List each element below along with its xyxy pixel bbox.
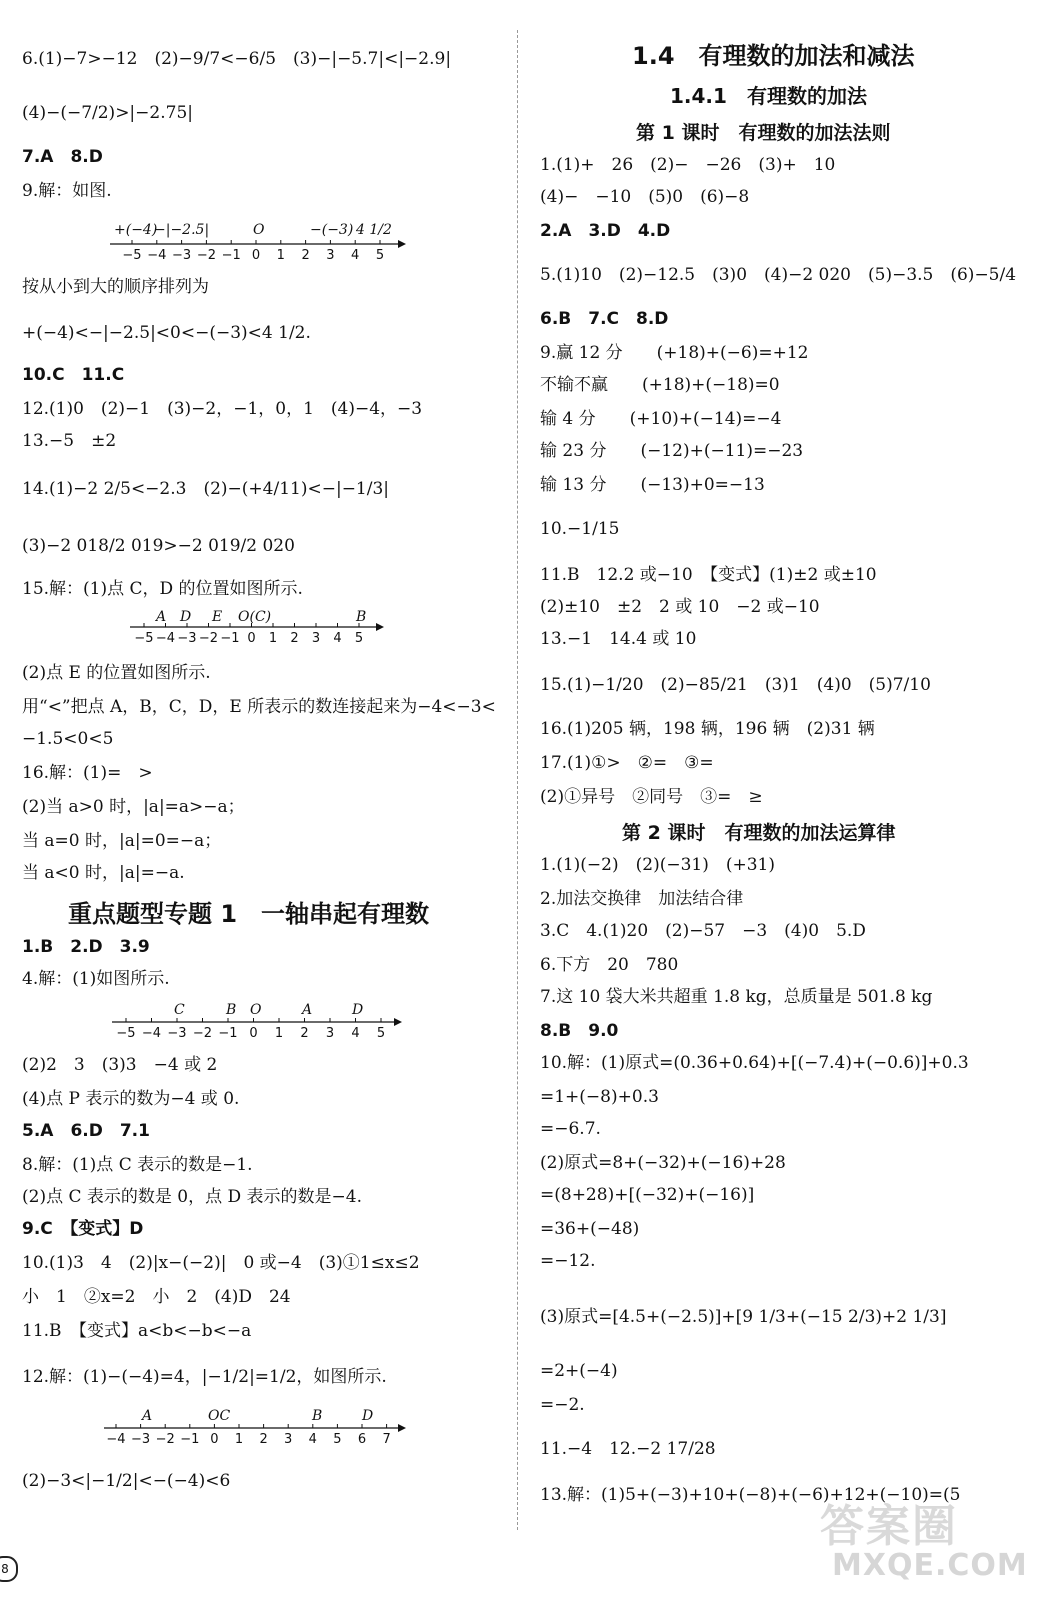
nl1-tick-label: −4 <box>147 248 167 263</box>
nl3-label-o: O <box>250 1002 262 1018</box>
r2-answer-6: 6.下方 20 780 <box>540 955 679 975</box>
answer-7-8: 7.A 8.D <box>22 147 103 167</box>
r2-answer-10-2: (2)原式=8+(−32)+(−16)+28 <box>540 1153 786 1173</box>
r-answer-2-4: 2.A 3.D 4.D <box>540 221 671 241</box>
r2-answer-3-5: 3.C 4.(1)20 (2)−57 −3 (4)0 5.D <box>540 921 866 941</box>
r-answer-5: 5.(1)10 (2)−12.5 (3)0 (4)−2 020 (5)−3.5 (6)−5/4 <box>540 265 1017 285</box>
number-line-4 <box>104 1404 414 1449</box>
nl1-tick-label: −3 <box>172 248 192 263</box>
nl1-tick-label: 5 <box>375 248 385 263</box>
r2-answer-10-step2: =−6.7. <box>540 1119 601 1139</box>
nl2-label-d: D <box>180 609 192 625</box>
answer-12: 12.(1)0 (2)−1 (3)−2，−1，0，1 (4)−4，−3 <box>22 399 423 419</box>
page-number: 8 <box>0 1556 18 1582</box>
nl4-tick-label: −2 <box>155 1432 175 1447</box>
nl1-label-abs25: −|−2.5| <box>154 222 210 238</box>
r2-answer-10-2-step2: =36+(−48) <box>540 1219 640 1239</box>
nl2-tick-label: −2 <box>198 631 219 646</box>
section-title: 1.4 有理数的加法和减法 <box>632 42 915 70</box>
nl4-tick-label: −1 <box>180 1432 200 1447</box>
answer-10-11: 10.C 11.C <box>22 365 125 385</box>
nl3-tick-label: 3 <box>325 1026 335 1041</box>
topic-answer-5-7: 5.A 6.D 7.1 <box>22 1121 150 1141</box>
answer-16-case1: (2)当 a>0 时，|a|=a>−a； <box>22 797 245 817</box>
r-answer-16: 16.(1)205 辆，198 辆，196 辆 (2)31 辆 <box>540 719 875 739</box>
nl4-tick-label: 7 <box>382 1432 391 1447</box>
r2-answer-10-3-step2: =−2. <box>540 1395 585 1415</box>
topic-answer-4-4: (4)点 P 表示的数为−4 或 0. <box>22 1089 240 1109</box>
r2-answer-10-3: (3)原式=[4.5+(−2.5)]+[9 1/3+(−15 2/3)+2 1/3] <box>540 1307 947 1327</box>
r2-answer-10-step1: =1+(−8)+0.3 <box>540 1087 659 1107</box>
r-answer-17-2: (2)①异号 ②同号 ③= ≥ <box>540 787 763 807</box>
answer-15: 15.解：(1)点 C，D 的位置如图所示. <box>22 579 303 599</box>
nl2-label-e: E <box>212 609 223 625</box>
answer-15-2: (2)点 E 的位置如图所示. <box>22 663 211 683</box>
r-answer-10: 10.−1/15 <box>540 519 620 539</box>
nl3-tick-label: 4 <box>351 1026 360 1041</box>
nl2-tick-label: 2 <box>290 631 299 646</box>
r-answer-9-b: 不输不赢 (+18)+(−18)=0 <box>540 375 780 395</box>
answer-6: 6.(1)−7>−12 (2)−9/7<−6/5 (3)−|−5.7|<|−2.9| <box>22 49 452 69</box>
nl4-tick-label: −3 <box>131 1432 151 1447</box>
order-statement: 按从小到大的顺序排列为 <box>22 277 209 297</box>
r-answer-9-e: 输 13 分 (−13)+0=−13 <box>540 475 765 495</box>
nl4-tick-label: −4 <box>106 1432 126 1447</box>
nl2-tick-label: −5 <box>134 631 154 646</box>
nl2-tick-label: −3 <box>177 631 197 646</box>
r-answer-11-12: 11.B 12.2 或−10 【变式】(1)±2 或±10 <box>540 565 877 585</box>
watermark-url: MXQE.COM <box>832 1548 1028 1583</box>
answer-13: 13.−5 ±2 <box>22 431 117 451</box>
r-answer-6-8: 6.B 7.C 8.D <box>540 309 669 329</box>
nl1-label-neg-neg3: −(−3) <box>310 222 354 238</box>
nl1-tick-label: 1 <box>276 248 285 263</box>
nl2-label-oc: O(C) <box>238 609 272 625</box>
r-answer-9-a: 9.赢 12 分 (+18)+(−6)=+12 <box>540 343 809 363</box>
nl1-label-neg4: +(−4) <box>114 222 158 238</box>
topic-answer-10: 10.(1)3 4 (2)|x−(−2)| 0 或−4 (3)①1≤x≤2 <box>22 1253 420 1273</box>
lesson-2-title: 第 2 课时 有理数的加法运算律 <box>622 822 896 844</box>
nl1-tick-label: −5 <box>122 248 142 263</box>
r2-answer-1: 1.(1)(−2) (2)(−31) (+31) <box>540 855 775 875</box>
r2-answer-13: 13.解：(1)5+(−3)+10+(−8)+(−6)+12+(−10)=(5 <box>540 1485 961 1505</box>
nl2-tick-label: 5 <box>354 631 364 646</box>
nl3-label-a: A <box>302 1002 313 1018</box>
nl4-tick-label: 4 <box>308 1432 317 1447</box>
nl4-label-a: A <box>142 1408 153 1424</box>
section-heading-topic1: 重点题型专题 1 一轴串起有理数 <box>68 900 430 928</box>
nl1-tick-label: −1 <box>221 248 241 263</box>
nl1-tick-label: 0 <box>251 248 261 263</box>
nl1-tick-label: 2 <box>301 248 310 263</box>
nl2-tick-label: 4 <box>333 631 342 646</box>
topic-answer-4: 4.解：(1)如图所示. <box>22 969 170 989</box>
nl3-tick-label: 1 <box>274 1026 284 1041</box>
answer-14: 14.(1)−2 2/5<−2.3 (2)−(+4/11)<−|−1/3| <box>22 479 390 499</box>
nl3-tick-label: −1 <box>218 1026 238 1041</box>
number-line-3 <box>112 998 412 1043</box>
topic-answer-4-2: (2)2 3 (3)3 −4 或 2 <box>22 1055 218 1075</box>
nl3-label-b: B <box>226 1002 237 1018</box>
nl3-tick-label: −5 <box>116 1026 136 1041</box>
nl1-label-4half: 4 1/2 <box>356 222 392 238</box>
nl1-tick-label: 3 <box>326 248 335 263</box>
nl3-tick-label: 2 <box>300 1026 309 1041</box>
topic-answer-12-2: (2)−3<|−1/2|<−(−4)<6 <box>22 1471 231 1491</box>
topic-answer-9: 9.C 【变式】D <box>22 1219 144 1239</box>
watermark-logo: 答案圈 <box>820 1501 958 1552</box>
topic-answer-8: 8.解：(1)点 C 表示的数是−1. <box>22 1155 253 1175</box>
topic-answer-8-2: (2)点 C 表示的数是 0，点 D 表示的数是−4. <box>22 1187 363 1207</box>
nl4-label-d: D <box>362 1408 374 1424</box>
r-answer-1-cont: (4)− −10 (5)0 (6)−8 <box>540 187 750 207</box>
r2-answer-8-9: 8.B 9.0 <box>540 1021 619 1041</box>
answer-16-case3: 当 a<0 时，|a|=−a. <box>22 863 185 883</box>
nl2-tick-label: −1 <box>220 631 240 646</box>
r2-answer-11-12: 11.−4 12.−2 17/28 <box>540 1439 716 1459</box>
topic-answer-11: 11.B 【变式】a<b<−b<−a <box>22 1321 252 1341</box>
number-line-2 <box>130 605 390 650</box>
nl2-tick-label: 1 <box>268 631 278 646</box>
order-result: +(−4)<−|−2.5|<0<−(−3)<4 1/2. <box>22 323 311 343</box>
nl4-tick-label: 6 <box>357 1432 367 1447</box>
nl4-label-b: B <box>312 1408 323 1424</box>
r2-answer-10-2-step3: =−12. <box>540 1251 596 1271</box>
lesson-1-title: 第 1 课时 有理数的加法法则 <box>636 122 891 144</box>
nl3-label-d: D <box>352 1002 364 1018</box>
answer-16-case2: 当 a=0 时，|a|=0=−a； <box>22 831 222 851</box>
topic-answer-12: 12.解：(1)−(−4)=4，|−1/2|=1/2，如图所示. <box>22 1367 387 1387</box>
answer-15-compare: 用“<”把点 A，B，C，D，E 所表示的数连接起来为−4<−3< <box>22 697 496 717</box>
nl4-tick-label: 3 <box>284 1432 293 1447</box>
topic-answer-1-3: 1.B 2.D 3.9 <box>22 937 150 957</box>
r-answer-15: 15.(1)−1/20 (2)−85/21 (3)1 (4)0 (5)7/10 <box>540 675 931 695</box>
r-answer-9-d: 输 23 分 (−12)+(−11)=−23 <box>540 441 804 461</box>
nl4-tick-label: 2 <box>259 1432 268 1447</box>
nl3-tick-label: −2 <box>192 1026 213 1041</box>
r2-answer-10-2-step1: =(8+28)+[(−32)+(−16)] <box>540 1185 755 1205</box>
r2-answer-10: 10.解：(1)原式=(0.36+0.64)+[(−7.4)+(−0.6)]+0.3 <box>540 1053 969 1073</box>
answer-16: 16.解：(1)= > <box>22 763 153 783</box>
r-answer-1: 1.(1)+ 26 (2)− −26 (3)+ 10 <box>540 155 836 175</box>
r-answer-13-14: 13.−1 14.4 或 10 <box>540 629 697 649</box>
nl3-tick-label: 0 <box>249 1026 258 1041</box>
subsection-title: 1.4.1 有理数的加法 <box>670 84 867 108</box>
r-answer-17-1: 17.(1)①> ②= ③= <box>540 753 714 773</box>
nl4-tick-label: 1 <box>234 1432 244 1447</box>
nl1-tick-label: −2 <box>196 248 216 263</box>
r-answer-12-variant: (2)±10 ±2 2 或 10 −2 或−10 <box>540 597 820 617</box>
nl2-tick-label: −4 <box>155 631 176 646</box>
number-line-1 <box>110 212 410 262</box>
nl2-label-b: B <box>356 609 367 625</box>
nl1-label-origin: O <box>253 222 265 238</box>
nl3-tick-label: −3 <box>167 1026 187 1041</box>
nl3-label-c: C <box>174 1002 185 1018</box>
answer-14-3: (3)−2 018/2 019>−2 019/2 020 <box>22 536 295 556</box>
column-divider <box>517 30 518 1530</box>
r2-answer-7: 7.这 10 袋大米共超重 1.8 kg，总质量是 501.8 kg <box>540 987 933 1007</box>
topic-answer-10-cont: 小 1 ②x=2 小 2 (4)D 24 <box>22 1287 291 1307</box>
answer-15-compare-cont: −1.5<0<5 <box>22 729 114 749</box>
answer-9: 9.解：如图. <box>22 181 112 201</box>
nl4-tick-label: 0 <box>210 1432 219 1447</box>
nl1-tick-label: 4 <box>351 248 360 263</box>
nl2-tick-label: 0 <box>247 631 256 646</box>
r2-answer-2: 2.加法交换律 加法结合律 <box>540 889 744 909</box>
r2-answer-10-3-step1: =2+(−4) <box>540 1361 618 1381</box>
nl4-label-oc: OC <box>208 1408 231 1424</box>
nl2-label-a: A <box>156 609 167 625</box>
nl4-tick-label: 5 <box>333 1432 342 1447</box>
answer-6-4: (4)−(−7/2)>|−2.75| <box>22 103 193 123</box>
r-answer-9-c: 输 4 分 (+10)+(−14)=−4 <box>540 409 782 429</box>
nl3-tick-label: −4 <box>141 1026 162 1041</box>
nl3-tick-label: 5 <box>376 1026 386 1041</box>
nl2-tick-label: 3 <box>311 631 321 646</box>
